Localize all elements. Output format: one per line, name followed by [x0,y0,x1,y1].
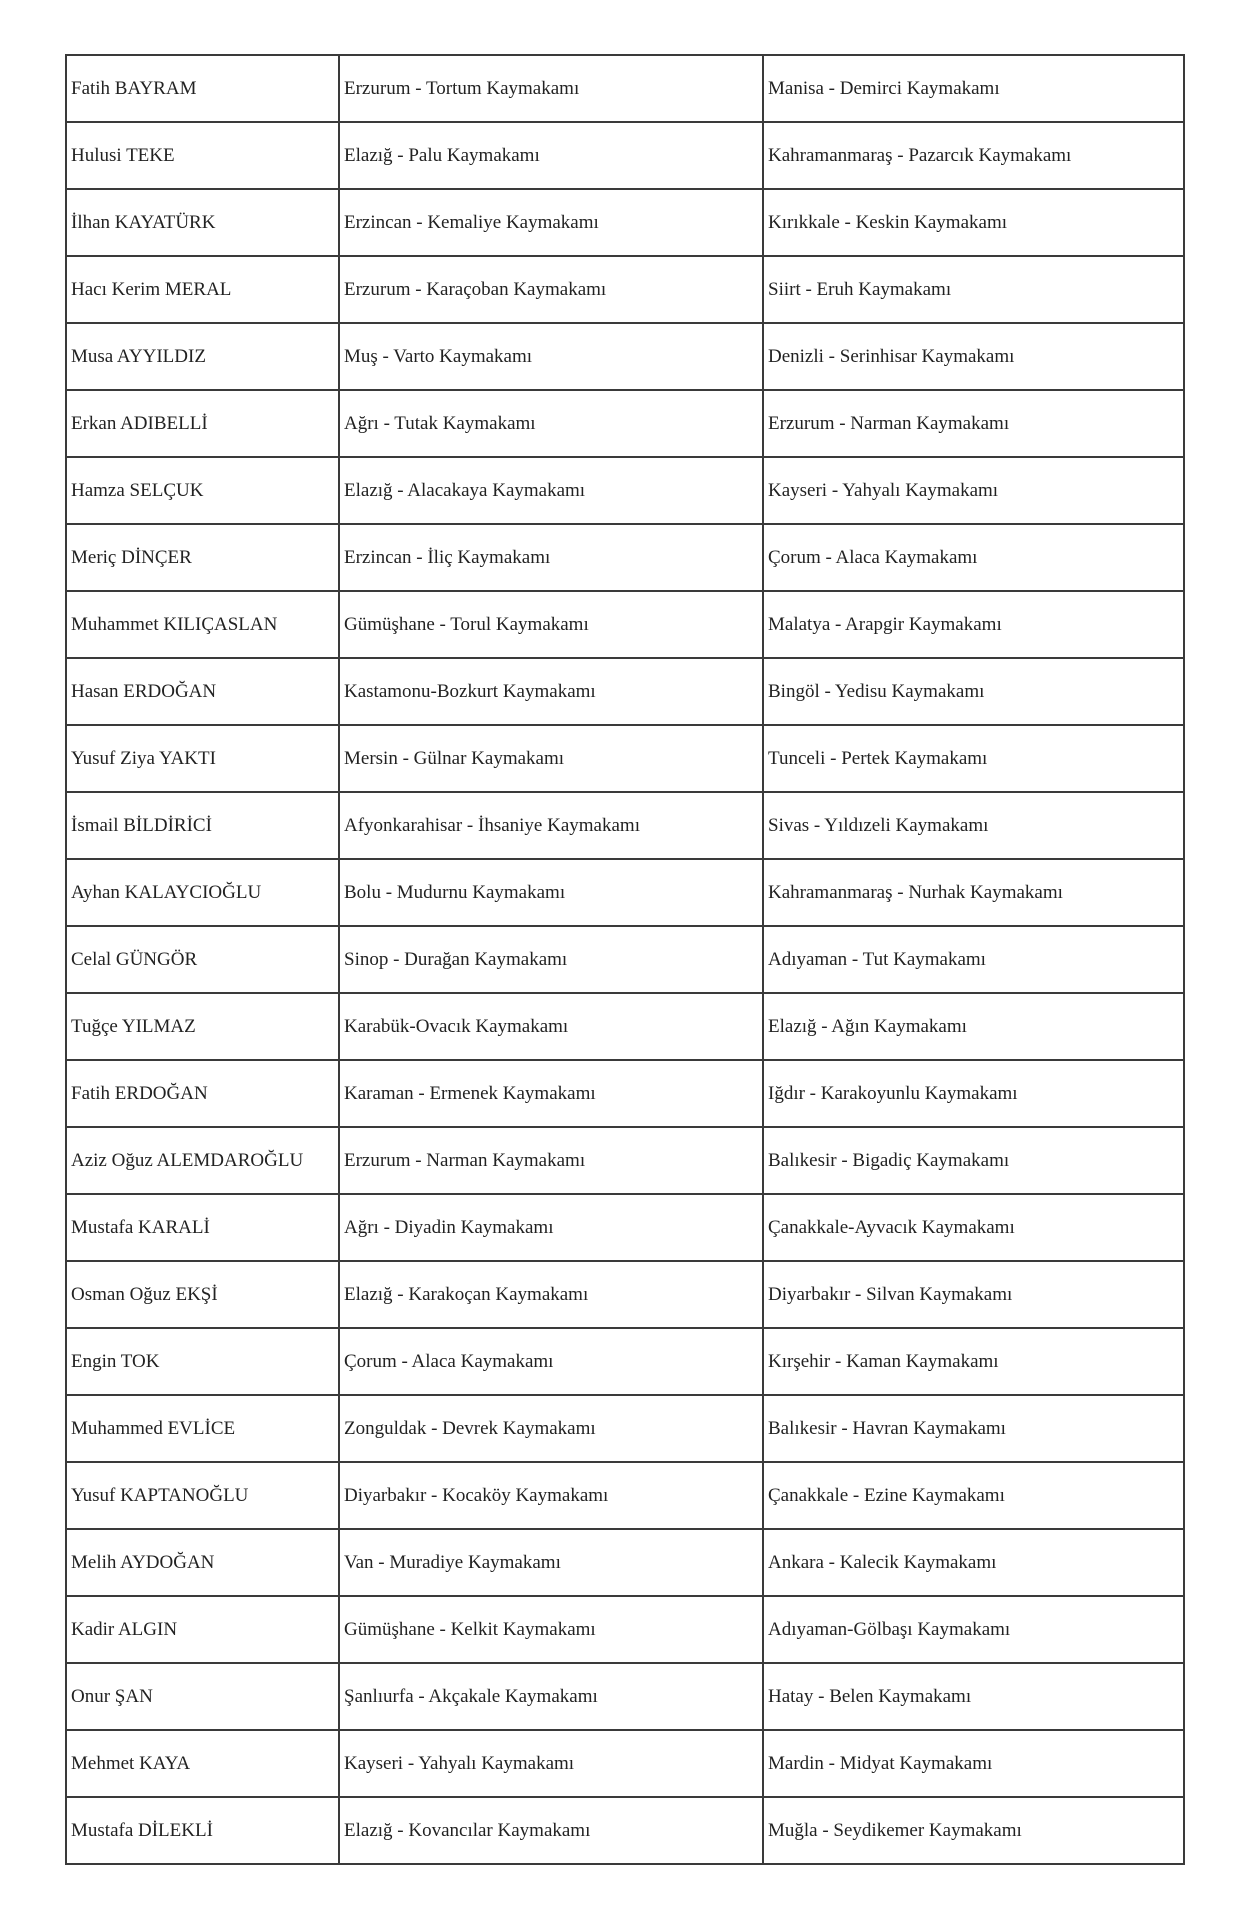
current-post-cell: Bolu - Mudurnu Kaymakamı [339,859,763,926]
table-row [66,524,1184,591]
current-post-cell: Muş - Varto Kaymakamı [339,323,763,390]
table-row [66,1060,1184,1127]
current-post-cell: Mersin - Gülnar Kaymakamı [339,725,763,792]
person-name-cell: İlhan KAYATÜRK [66,189,339,256]
new-post-cell: Kırşehir - Kaman Kaymakamı [763,1328,1184,1395]
current-post-cell: Kastamonu-Bozkurt Kaymakamı [339,658,763,725]
table-row [66,390,1184,457]
current-post-cell: Erzurum - Tortum Kaymakamı [339,55,763,122]
table-row [66,457,1184,524]
person-name-cell: Kadir ALGIN [66,1596,339,1663]
person-name-cell: Hasan ERDOĞAN [66,658,339,725]
current-post-cell: Zonguldak - Devrek Kaymakamı [339,1395,763,1462]
new-post-cell: Adıyaman - Tut Kaymakamı [763,926,1184,993]
new-post-cell: Çanakkale - Ezine Kaymakamı [763,1462,1184,1529]
current-post-cell: Diyarbakır - Kocaköy Kaymakamı [339,1462,763,1529]
new-post-cell: Kahramanmaraş - Nurhak Kaymakamı [763,859,1184,926]
current-post-cell: Elazığ - Karakoçan Kaymakamı [339,1261,763,1328]
table-row [66,792,1184,859]
appointments-table-body [66,55,1184,1864]
table-row [66,1127,1184,1194]
person-name-cell: Meriç DİNÇER [66,524,339,591]
table-row [66,323,1184,390]
table-row [66,591,1184,658]
person-name-cell: Fatih ERDOĞAN [66,1060,339,1127]
new-post-cell: Erzurum - Narman Kaymakamı [763,390,1184,457]
new-post-cell: Hatay - Belen Kaymakamı [763,1663,1184,1730]
table-row [66,658,1184,725]
current-post-cell: Sinop - Durağan Kaymakamı [339,926,763,993]
current-post-cell: Karaman - Ermenek Kaymakamı [339,1060,763,1127]
current-post-cell: Van - Muradiye Kaymakamı [339,1529,763,1596]
person-name-cell: Hulusi TEKE [66,122,339,189]
current-post-cell: Kayseri - Yahyalı Kaymakamı [339,1730,763,1797]
person-name-cell: Muhammet KILIÇASLAN [66,591,339,658]
new-post-cell: Manisa - Demirci Kaymakamı [763,55,1184,122]
person-name-cell: Yusuf KAPTANOĞLU [66,1462,339,1529]
table-row [66,1730,1184,1797]
person-name-cell: Hamza SELÇUK [66,457,339,524]
table-row [66,1462,1184,1529]
current-post-cell: Gümüşhane - Kelkit Kaymakamı [339,1596,763,1663]
table-row [66,1797,1184,1864]
new-post-cell: Sivas - Yıldızeli Kaymakamı [763,792,1184,859]
new-post-cell: Iğdır - Karakoyunlu Kaymakamı [763,1060,1184,1127]
current-post-cell: Erzincan - İliç Kaymakamı [339,524,763,591]
current-post-cell: Karabük-Ovacık Kaymakamı [339,993,763,1060]
new-post-cell: Malatya - Arapgir Kaymakamı [763,591,1184,658]
current-post-cell: Elazığ - Palu Kaymakamı [339,122,763,189]
table-row [66,725,1184,792]
new-post-cell: Çorum - Alaca Kaymakamı [763,524,1184,591]
new-post-cell: Kırıkkale - Keskin Kaymakamı [763,189,1184,256]
person-name-cell: Celal GÜNGÖR [66,926,339,993]
new-post-cell: Balıkesir - Bigadiç Kaymakamı [763,1127,1184,1194]
person-name-cell: İsmail BİLDİRİCİ [66,792,339,859]
current-post-cell: Ağrı - Diyadin Kaymakamı [339,1194,763,1261]
table-row [66,1261,1184,1328]
person-name-cell: Mustafa KARALİ [66,1194,339,1261]
new-post-cell: Balıkesir - Havran Kaymakamı [763,1395,1184,1462]
person-name-cell: Tuğçe YILMAZ [66,993,339,1060]
new-post-cell: Adıyaman-Gölbaşı Kaymakamı [763,1596,1184,1663]
person-name-cell: Onur ŞAN [66,1663,339,1730]
person-name-cell: Yusuf Ziya YAKTI [66,725,339,792]
person-name-cell: Mehmet KAYA [66,1730,339,1797]
current-post-cell: Erzincan - Kemaliye Kaymakamı [339,189,763,256]
current-post-cell: Şanlıurfa - Akçakale Kaymakamı [339,1663,763,1730]
new-post-cell: Muğla - Seydikemer Kaymakamı [763,1797,1184,1864]
table-row [66,1328,1184,1395]
new-post-cell: Kahramanmaraş - Pazarcık Kaymakamı [763,122,1184,189]
person-name-cell: Osman Oğuz EKŞİ [66,1261,339,1328]
table-row [66,993,1184,1060]
current-post-cell: Elazığ - Kovancılar Kaymakamı [339,1797,763,1864]
table-row [66,1194,1184,1261]
table-row [66,1663,1184,1730]
table-row [66,859,1184,926]
current-post-cell: Ağrı - Tutak Kaymakamı [339,390,763,457]
new-post-cell: Tunceli - Pertek Kaymakamı [763,725,1184,792]
person-name-cell: Engin TOK [66,1328,339,1395]
current-post-cell: Elazığ - Alacakaya Kaymakamı [339,457,763,524]
new-post-cell: Kayseri - Yahyalı Kaymakamı [763,457,1184,524]
table-row [66,1596,1184,1663]
table-row [66,1529,1184,1596]
current-post-cell: Erzurum - Karaçoban Kaymakamı [339,256,763,323]
new-post-cell: Çanakkale-Ayvacık Kaymakamı [763,1194,1184,1261]
new-post-cell: Diyarbakır - Silvan Kaymakamı [763,1261,1184,1328]
table-row [66,122,1184,189]
new-post-cell: Bingöl - Yedisu Kaymakamı [763,658,1184,725]
person-name-cell: Hacı Kerim MERAL [66,256,339,323]
table-row [66,1395,1184,1462]
person-name-cell: Aziz Oğuz ALEMDAROĞLU [66,1127,339,1194]
person-name-cell: Ayhan KALAYCIOĞLU [66,859,339,926]
current-post-cell: Erzurum - Narman Kaymakamı [339,1127,763,1194]
current-post-cell: Gümüşhane - Torul Kaymakamı [339,591,763,658]
person-name-cell: Musa AYYILDIZ [66,323,339,390]
person-name-cell: Melih AYDOĞAN [66,1529,339,1596]
new-post-cell: Siirt - Eruh Kaymakamı [763,256,1184,323]
table-row [66,55,1184,122]
new-post-cell: Mardin - Midyat Kaymakamı [763,1730,1184,1797]
appointments-table [65,54,1185,1865]
table-row [66,189,1184,256]
person-name-cell: Muhammed EVLİCE [66,1395,339,1462]
table-row [66,926,1184,993]
person-name-cell: Mustafa DİLEKLİ [66,1797,339,1864]
new-post-cell: Denizli - Serinhisar Kaymakamı [763,323,1184,390]
table-row [66,256,1184,323]
new-post-cell: Ankara - Kalecik Kaymakamı [763,1529,1184,1596]
person-name-cell: Fatih BAYRAM [66,55,339,122]
current-post-cell: Afyonkarahisar - İhsaniye Kaymakamı [339,792,763,859]
new-post-cell: Elazığ - Ağın Kaymakamı [763,993,1184,1060]
person-name-cell: Erkan ADIBELLİ [66,390,339,457]
current-post-cell: Çorum - Alaca Kaymakamı [339,1328,763,1395]
